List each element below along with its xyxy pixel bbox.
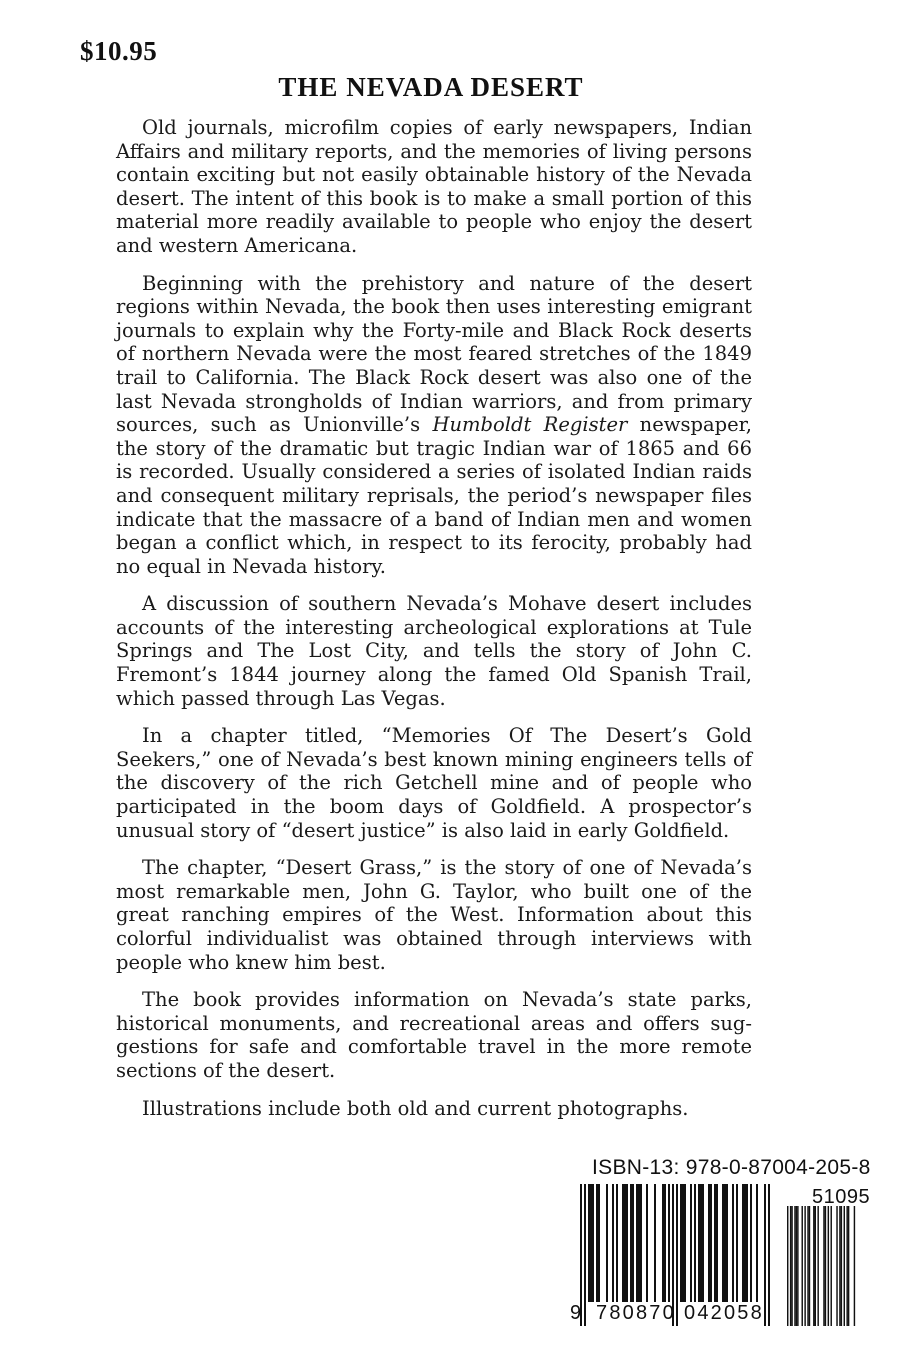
paragraph-black-rock — [116, 272, 752, 579]
barcode-bar — [588, 1184, 590, 1302]
addon-bar — [797, 1206, 798, 1326]
barcode-bar — [742, 1184, 744, 1302]
barcode-bar — [598, 1184, 600, 1302]
barcode-bar — [736, 1184, 738, 1302]
paragraph-black-rock-part-1: Beginning with the prehistory and nature of the desert regions within Nevada, the book then uses interesting emigrant journals to explain why the Forty-mile and Black Rock deserts of northern Nevada were the most feared stretches of the 1849 trail to California. The Black Rock desert was also one of the last Nevada strongholds of Indian warriors, and from primary sources, such as Unionville’s — [116, 271, 752, 437]
addon-bar — [854, 1206, 855, 1326]
addon-bar — [809, 1206, 810, 1326]
barcode-left-digits: 780870 — [596, 1302, 676, 1324]
barcode-bar — [638, 1184, 640, 1302]
barcode-bar — [746, 1184, 748, 1302]
barcode-bar — [616, 1184, 618, 1302]
addon-bar — [823, 1206, 824, 1326]
addon-bar — [815, 1206, 816, 1326]
barcode-bar — [702, 1184, 704, 1302]
barcode-bar — [626, 1184, 628, 1302]
barcode-bar — [700, 1184, 702, 1302]
barcode-bar — [654, 1184, 656, 1302]
addon-bar — [796, 1206, 797, 1326]
addon-bar — [848, 1206, 849, 1326]
addon-bar — [817, 1206, 818, 1326]
barcode-bar — [716, 1184, 718, 1302]
paragraph-desert-grass: The chapter, “Desert Grass,” is the story of one of Nevada’s most remarkable men, John G. Taylor, who built one of the great ranching empires of the West. Information about this colorful individualist was obtained through interviews with people who knew him best. — [116, 856, 752, 974]
book-title: THE NEVADA DESERT — [278, 72, 584, 102]
barcode-guard-bar — [764, 1184, 766, 1326]
addon-bar — [807, 1206, 808, 1326]
addon-bar — [813, 1206, 814, 1326]
paragraph-illustrations: Illustrations include both old and current photographs. — [142, 1096, 689, 1120]
barcode-guard-bar — [676, 1184, 678, 1326]
barcode-bar — [724, 1184, 726, 1302]
paragraph-intro: Old journals, microfilm copies of early newspapers, Indian Affairs and military reports, and the memories of living persons contain exciting but not easily obtainable history of the Nevada desert. The intent of this book is to make a small portion of this material more readily available to people who enjoy the desert and western Americana. — [116, 116, 752, 257]
barcode-lead-digit: 9 — [570, 1302, 582, 1324]
addon-bar — [828, 1206, 829, 1326]
barcode-bar — [726, 1184, 728, 1302]
barcode-bar — [630, 1184, 632, 1302]
paragraph-black-rock-part-2: newspaper, the story of the dramatic but tragic Indian war of 1865 and 66 is recorded. Usually considered a series of isolated Indian raids and consequent military reprisals, the period’s newspaper files indicate that the massacre of a band of Indian men and women began a conflict which, in respect to its ferocity, probably had no equal in Nevada history. — [116, 413, 752, 578]
addon-bar — [846, 1206, 847, 1326]
addon-bar — [802, 1206, 803, 1326]
barcode-bar — [664, 1184, 666, 1302]
addon-digits: 51095 — [812, 1186, 871, 1208]
barcode-bar — [596, 1184, 598, 1302]
barcode-guard-bar — [768, 1184, 770, 1326]
barcode-bar — [750, 1184, 752, 1302]
paragraph-gold-seekers: In a chapter titled, “Memories Of The Desert’s Gold Seekers,” one of Nevada’s best known mining engineers tells of the discovery of the rich Getchell mine and of people who participated in the boom days of Goldfield. A prospector’s unusual story of “desert justice” is also laid in early Goldfield. — [116, 724, 752, 842]
barcode-guard-bar — [584, 1184, 586, 1326]
addon-bar — [794, 1206, 795, 1326]
addon-bar — [804, 1206, 805, 1326]
paragraph-parks: The book provides information on Nevada’s state parks, historical monuments, and recreational areas and offers suggestions for safe and comfortable travel in the more remote sections of the desert. — [116, 988, 752, 1082]
barcode-bar — [694, 1184, 696, 1302]
barcode-bar — [668, 1184, 670, 1302]
barcode-bar — [732, 1184, 734, 1302]
isbn-label: ISBN-13: 978-0-87004-205-8 — [592, 1156, 871, 1179]
barcode-bar — [646, 1184, 648, 1302]
barcode-bar — [662, 1184, 664, 1302]
addon-bar — [839, 1206, 840, 1326]
barcode-bar — [714, 1184, 716, 1302]
barcode-bar — [690, 1184, 692, 1302]
barcode-bar — [592, 1184, 594, 1302]
back-cover-blurb — [116, 116, 752, 1134]
barcode-bar — [590, 1184, 592, 1302]
addon-bar — [836, 1206, 837, 1326]
barcode-bar — [622, 1184, 624, 1302]
paragraph-mohave: A discussion of southern Nevada’s Mohave desert includes accounts of the interesting archeological explorations at Tule Springs and The Lost City, and tells the story of John C. Fremont’s 1844 journey along the famed Old Spanish Trail, which passed through Las Vegas. — [116, 592, 752, 710]
barcode-bar — [710, 1184, 712, 1302]
barcode-bar — [682, 1184, 684, 1302]
addon-bar — [844, 1206, 845, 1326]
barcode-bar — [708, 1184, 710, 1302]
barcode-bar — [756, 1184, 758, 1302]
addon-bar — [841, 1206, 842, 1326]
barcode-bar — [744, 1184, 746, 1302]
barcode-bar — [684, 1184, 686, 1302]
barcode-bar — [640, 1184, 642, 1302]
addon-bar — [790, 1206, 791, 1326]
barcode-bar — [722, 1184, 724, 1302]
barcode-bar — [606, 1184, 608, 1302]
barcode-bar — [632, 1184, 634, 1302]
price-label: $10.95 — [80, 36, 158, 66]
barcode-bar — [698, 1184, 700, 1302]
barcode-right-digits: 042058 — [684, 1302, 764, 1324]
newspaper-title: Humboldt Register — [432, 413, 628, 437]
addon-bar — [831, 1206, 832, 1326]
barcode-bar — [680, 1184, 682, 1302]
barcode-bar — [636, 1184, 638, 1302]
addon-bar — [825, 1206, 826, 1326]
addon-bar — [791, 1206, 792, 1326]
addon-bar — [787, 1206, 788, 1326]
barcode-block — [570, 1152, 871, 1332]
barcode-bar — [612, 1184, 614, 1302]
barcode-bar — [624, 1184, 626, 1302]
